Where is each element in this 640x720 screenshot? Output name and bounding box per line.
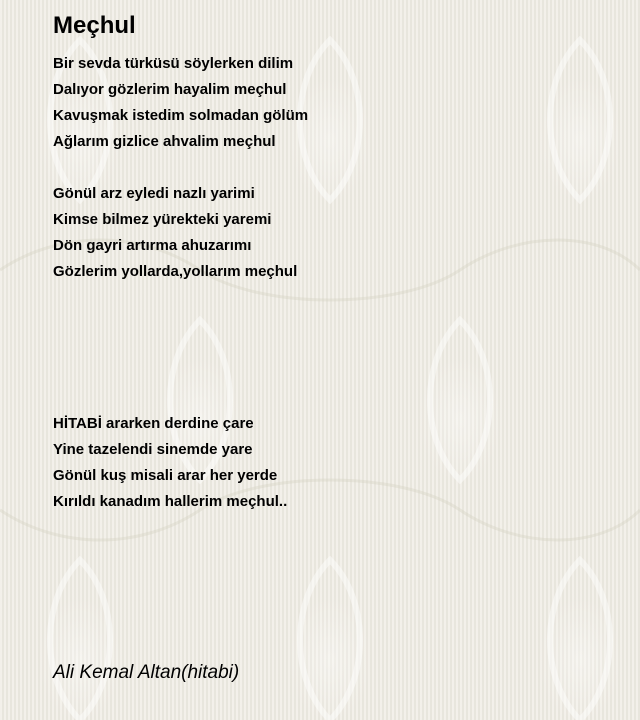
- poem-line: Dön gayri artırma ahuzarımı: [53, 237, 252, 254]
- poem-line: Gönül kuş misali arar her yerde: [53, 467, 278, 484]
- poem-line: Kavuşmak istedim solmadan gölüm: [53, 107, 309, 124]
- poem-author: Ali Kemal Altan(hitabi): [53, 662, 240, 683]
- poem-line: Kimse bilmez yürekteki yaremi: [53, 211, 272, 228]
- poem-line: Gönül arz eyledi nazlı yarimi: [53, 185, 255, 202]
- poem-line: Ağlarım gizlice ahvalim meçhul: [53, 133, 276, 150]
- poem-line: Gözlerim yollarda,yollarım meçhul: [53, 263, 298, 280]
- poem-line: Kırıldı kanadım hallerim meçhul..: [53, 493, 288, 510]
- poem-line: HİTABİ ararken derdine çare: [53, 415, 254, 432]
- poem-title: Meçhul: [53, 12, 136, 39]
- poem-line: Yine tazelendi sinemde yare: [53, 441, 253, 458]
- poem-line: Bir sevda türküsü söylerken dilim: [53, 55, 294, 72]
- poem-line: Dalıyor gözlerim hayalim meçhul: [53, 81, 287, 98]
